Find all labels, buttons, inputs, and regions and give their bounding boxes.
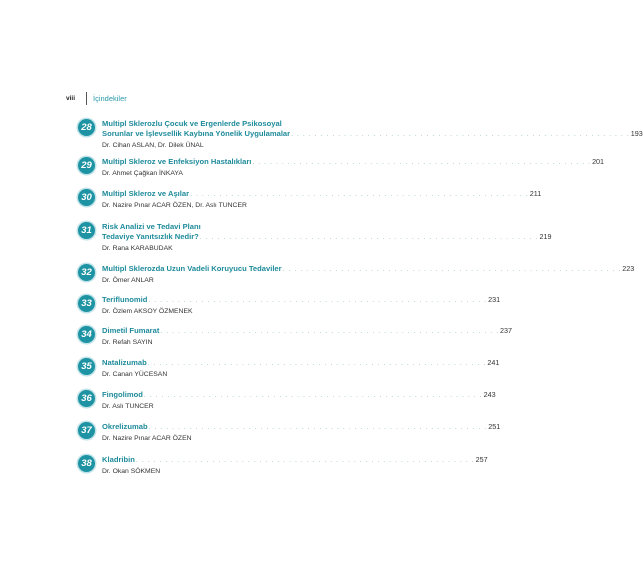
toc-entry[interactable] — [78, 264, 635, 286]
chapter-title-line — [102, 232, 551, 243]
dot-leader: . . . . . . . . . . . . . . . . . . . . . . . . . . . . . . . . . . . . . . . . . . . . . . . . . . . . . . . . . . — [282, 266, 622, 273]
chapter-authors: Dr. Rana KARABUDAK — [102, 245, 173, 252]
chapter-title: Multipl Sklerozda Uzun Vadeli Koruyucu Tedaviler — [102, 264, 282, 273]
dot-leader: . . . . . . . . . . . . . . . . . . . . . . . . . . . . . . . . . . . . . . . . . . . . . . . . . . . . . . . . . . — [190, 191, 529, 198]
chapter-number-badge: 32 — [78, 264, 95, 281]
toc-entry[interactable] — [78, 326, 513, 348]
chapter-title-line — [102, 129, 643, 140]
toc-entry[interactable] — [78, 422, 501, 444]
toc-entry-content — [102, 390, 496, 412]
chapter-number-badge: 36 — [78, 390, 95, 407]
dot-leader: . . . . . . . . . . . . . . . . . . . . . . . . . . . . . . . . . . . . . . . . . . . . . . . . . . . . . . . . . . — [160, 328, 500, 335]
dot-leader: . . . . . . . . . . . . . . . . . . . . . . . . . . . . . . . . . . . . . . . . . . . . . . . . . . . . . . . . . . — [143, 392, 483, 399]
toc-entry[interactable] — [78, 295, 501, 317]
chapter-authors: Dr. Canan YÜCESAN — [102, 371, 168, 378]
toc-entry-content — [102, 157, 604, 179]
toc-entry[interactable] — [78, 189, 542, 211]
chapter-title: Teriflunomid — [102, 295, 148, 304]
chapter-authors: Dr. Nazire Pınar ACAR ÖZEN, Dr. Aslı TUNCER — [102, 202, 247, 209]
dot-leader: . . . . . . . . . . . . . . . . . . . . . . . . . . . . . . . . . . . . . . . . . . . . . . . . . . . . . . . . . . — [148, 424, 488, 431]
chapter-page-number: 241 — [487, 358, 500, 367]
chapter-page-number: 219 — [539, 232, 552, 241]
chapter-number-badge: 29 — [78, 157, 95, 174]
chapter-number-badge: 30 — [78, 189, 95, 206]
toc-entry-content — [102, 189, 541, 211]
toc-entry-content — [102, 455, 488, 477]
chapter-page-number: 223 — [622, 264, 635, 273]
toc-entry-content — [102, 358, 499, 380]
chapter-authors: Dr. Cihan ASLAN, Dr. Dilek ÜNAL — [102, 142, 204, 149]
chapter-authors: Dr. Ahmet Çağkan İNKAYA — [102, 170, 183, 177]
chapter-number-badge: 34 — [78, 326, 95, 343]
chapter-number-badge: 28 — [78, 119, 95, 136]
chapter-number-badge: 38 — [78, 455, 95, 472]
chapter-title-line — [102, 295, 500, 306]
chapter-title-line — [102, 326, 512, 337]
chapter-title-line — [102, 390, 496, 401]
chapter-number-badge: 37 — [78, 422, 95, 439]
toc-entry[interactable] — [78, 390, 496, 412]
chapter-page-number: 251 — [488, 422, 501, 431]
chapter-title: Kladribin — [102, 455, 135, 464]
chapter-number-badge: 33 — [78, 295, 95, 312]
toc-entry[interactable] — [78, 157, 605, 179]
chapter-authors: Dr. Özlem AKSOY ÖZMENEK — [102, 308, 193, 315]
chapter-title-line — [102, 264, 634, 275]
dot-leader: . . . . . . . . . . . . . . . . . . . . . . . . . . . . . . . . . . . . . . . . . . . . . . . . . . . . . . . . . . — [147, 360, 487, 367]
page-header — [66, 91, 127, 105]
chapter-authors: Dr. Refah SAYIN — [102, 339, 153, 346]
chapter-title: Dimetil Fumarat — [102, 326, 160, 335]
section-title: İçindekiler — [93, 93, 127, 103]
chapter-title: Okrelizumab — [102, 422, 148, 431]
chapter-title: Multipl Skleroz ve Aşılar — [102, 189, 190, 198]
toc-entry-content — [102, 295, 500, 317]
chapter-title: Tedaviye Yanıtsızlık Nedir? — [102, 232, 199, 241]
chapter-authors: Dr. Aslı TUNCER — [102, 403, 154, 410]
chapter-title: Natalizumab — [102, 358, 147, 367]
chapter-title-line — [102, 455, 488, 466]
chapter-title: Multipl Sklerozlu Çocuk ve Ergenlerde Psikosoyal — [102, 119, 282, 128]
toc-entry-content — [102, 222, 551, 254]
chapter-page-number: 193 — [630, 129, 643, 138]
chapter-page-number: 201 — [592, 157, 605, 166]
chapter-page-number: 231 — [488, 295, 501, 304]
chapter-page-number: 237 — [500, 326, 513, 335]
chapter-title-line — [102, 358, 499, 369]
toc-entry-content — [102, 119, 643, 151]
chapter-title: Sorunlar ve İşlevsellik Kaybına Yönelik Uygulamalar — [102, 129, 291, 138]
chapter-title: Risk Analizi ve Tedavi Planı — [102, 222, 201, 231]
chapter-title-line — [102, 189, 541, 200]
chapter-title: Multipl Skleroz ve Enfeksiyon Hastalıkları — [102, 157, 252, 166]
dot-leader: . . . . . . . . . . . . . . . . . . . . . . . . . . . . . . . . . . . . . . . . . . . . . . . . . . . . . . . . . . — [291, 131, 630, 138]
chapter-page-number: 257 — [475, 455, 488, 464]
chapter-page-number: 211 — [529, 189, 542, 198]
toc-entry[interactable] — [78, 455, 488, 477]
dot-leader: . . . . . . . . . . . . . . . . . . . . . . . . . . . . . . . . . . . . . . . . . . . . . . . . . . . . . . . . . . — [148, 297, 488, 304]
toc-entry-content — [102, 264, 634, 286]
toc-entry-content — [102, 422, 500, 444]
page-number: viii — [66, 94, 76, 102]
dot-leader: . . . . . . . . . . . . . . . . . . . . . . . . . . . . . . . . . . . . . . . . . . . . . . . . . . . . . . . . . . — [135, 457, 475, 464]
chapter-page-number: 243 — [483, 390, 496, 399]
chapter-number-badge: 31 — [78, 222, 95, 239]
header-divider — [86, 92, 87, 105]
chapter-authors: Dr. Okan SÖKMEN — [102, 468, 161, 475]
toc-entry[interactable] — [78, 222, 552, 254]
chapter-number-badge: 35 — [78, 358, 95, 375]
chapter-title: Fingolimod — [102, 390, 143, 399]
chapter-title-line — [102, 157, 604, 168]
chapter-title-line — [102, 222, 551, 232]
chapter-title-line — [102, 119, 643, 129]
toc-entry[interactable] — [78, 358, 500, 380]
dot-leader: . . . . . . . . . . . . . . . . . . . . . . . . . . . . . . . . . . . . . . . . . . . . . . . . . . . . . . . . . . — [252, 159, 592, 166]
chapter-authors: Dr. Ömer ANLAR — [102, 277, 154, 284]
chapter-title-line — [102, 422, 500, 433]
chapter-authors: Dr. Nazire Pınar ACAR ÖZEN — [102, 435, 192, 442]
toc-entry-content — [102, 326, 512, 348]
toc-entry[interactable] — [78, 119, 643, 151]
dot-leader: . . . . . . . . . . . . . . . . . . . . . . . . . . . . . . . . . . . . . . . . . . . . . . . . . . . . . . . . . . — [199, 234, 539, 241]
